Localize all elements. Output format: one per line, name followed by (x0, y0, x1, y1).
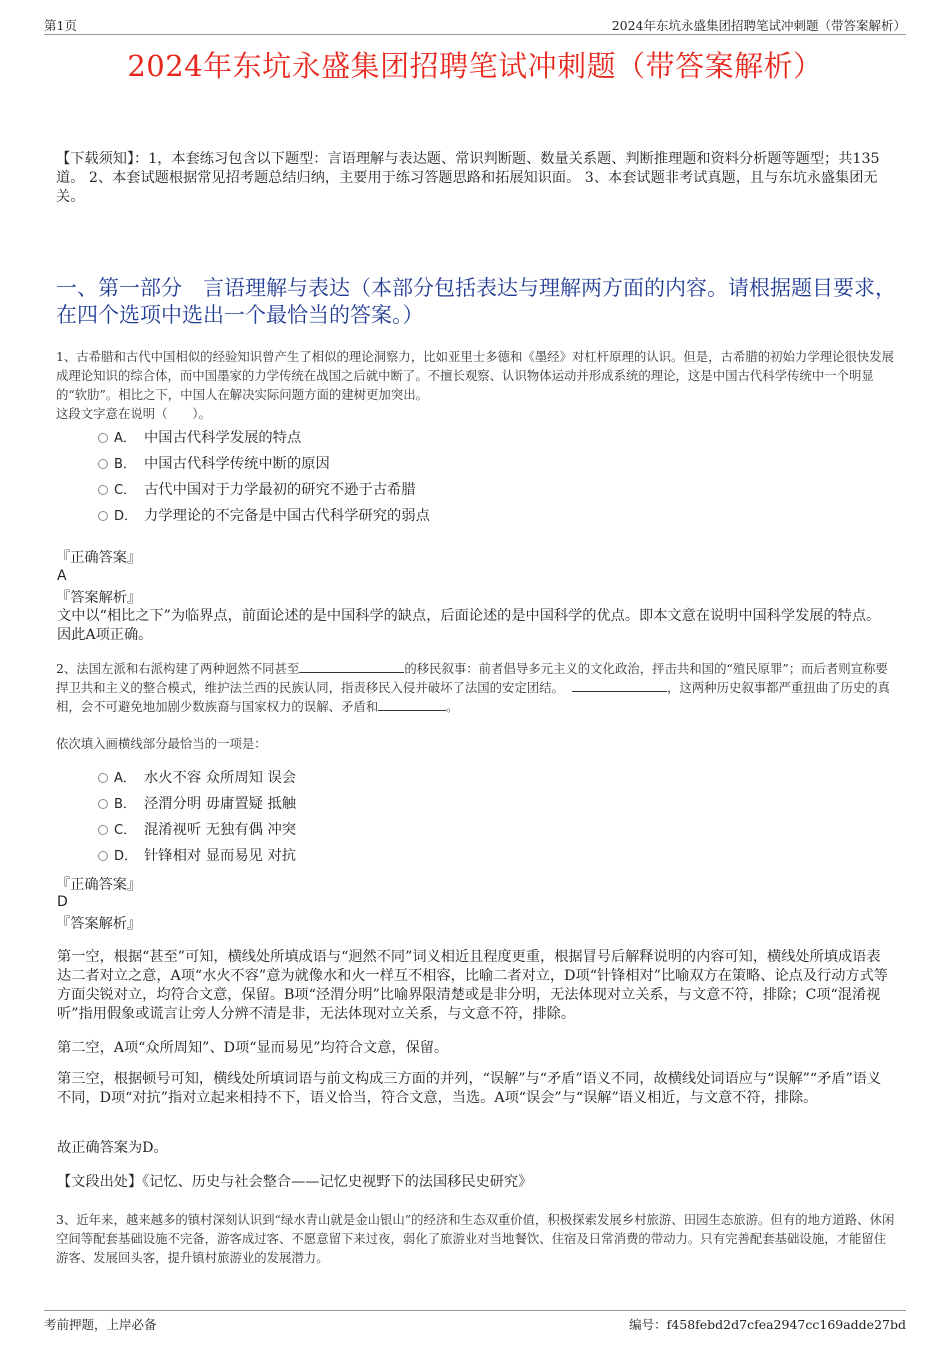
question-1-text: 1、古希腊和古代中国相似的经验知识曾产生了相似的理论洞察力，比如亚里士多德和《墨经》对杠杆原理的认识。但是，古希腊的初始力学理论很快发展成理论知识的综合体，而中国墨家的力学传统在战国之后就中断了。不擅长观察、认识物体运动并形成系统的理论，这是中国古代科学传统中一个明显的“软肋”。相比之下，中国人在解决实际问题方面的建树更加突出。 (56, 349, 895, 402)
footer-slogan: 考前押题，上岸必备 (44, 1317, 157, 1332)
q2-analysis-paragraph-1: 第一空，根据“甚至”可知，横线处所填成语与“迥然不同”词义相近且程度更重，根据冒号后解释说明的内容可知，横线处所填成语表达二者对立之意，A项“水火不容”意为就像水和火一样互不相容，比喻二者对立，D项“针锋相对”比喻双方在策略、论点及行动方式等方面尖锐对立，均符合文意，保留。B项“泾渭分明”比喻界限清楚或是非分明，无法体现对立关系，与文意不符，排除；C项“混淆视听”指用假象或谎言让旁人分辨不清是非，无法体现对立关系，与文意不符，排除。 (57, 949, 888, 1022)
fill-blank-2 (572, 680, 667, 692)
q2-option-b[interactable]: B． 泾渭分明 毋庸置疑 抵触 (98, 794, 296, 815)
radio-icon[interactable] (98, 799, 108, 809)
page-footer (44, 1310, 906, 1332)
q2-option-d[interactable]: D． 针锋相对 显而易见 对抗 (98, 846, 296, 867)
radio-icon[interactable] (98, 825, 108, 835)
fill-blank-1 (299, 661, 404, 673)
question-1-prompt: 这段文字意在说明（ ）。 (56, 406, 211, 421)
document-title: 2024年东坑永盛集团招聘笔试冲刺题（带答案解析） (127, 49, 823, 83)
q1-option-d[interactable]: D． 力学理论的不完备是中国古代科学研究的弱点 (98, 506, 430, 527)
fill-blank-3 (378, 699, 446, 711)
q2-analysis-conclusion: 故正确答案为D。 (57, 1140, 168, 1156)
footer-doc-id: 编号：f458febd2d7cfea2947cc169adde27bd (629, 1317, 906, 1332)
q2-analysis-label: 『答案解析』 (56, 916, 142, 932)
radio-icon[interactable] (98, 485, 108, 495)
q1-answer-label: 『正确答案』 (56, 550, 142, 566)
section-heading: 一、第一部分 言语理解与表达（本部分包括表达与理解两方面的内容。请根据题目要求，在四个选项中选出一个最恰当的答案。） (56, 276, 896, 327)
q2-analysis-paragraph-2: 第二空，A项“众所周知”、D项“显而易见”均符合文意，保留。 (57, 1040, 449, 1056)
q1-answer: A (57, 568, 67, 584)
q2-source: 【文段出处】《记忆、历史与社会整合——记忆史视野下的法国移民史研究》 (57, 1174, 533, 1190)
header-doc-title: 2024年东坑永盛集团招聘笔试冲刺题（带答案解析） (611, 18, 906, 33)
q1-analysis-label: 『答案解析』 (56, 590, 142, 606)
q2-option-c[interactable]: C． 混淆视听 无独有偶 冲突 (98, 820, 296, 841)
radio-icon[interactable] (98, 511, 108, 521)
page-header (44, 15, 906, 35)
question-2-prompt: 依次填入画横线部分最恰当的一项是： (56, 736, 267, 751)
q2-answer-label: 『正确答案』 (56, 877, 142, 893)
download-notice: 【下载须知】：1，本套练习包含以下题型：言语理解与表达题、常识判断题、数量关系题、判断推理题和资料分析题等题型；共135道。 2、本套试题根据常见招考题总结归纳，主要用于练习答题思路和拓展知识面。 3、本套试题非考试真题，且与东坑永盛集团无关。 (56, 151, 880, 205)
q1-option-b[interactable]: B． 中国古代科学传统中断的原因 (98, 454, 330, 475)
radio-icon[interactable] (98, 459, 108, 469)
q1-option-a[interactable]: A． 中国古代科学发展的特点 (98, 428, 301, 449)
question-2-text: 2、法国左派和右派构建了两种迥然不同甚至 的移民叙事：前者倡导多元主义的文化政治，抨击共和国的“殖民原罪”；而后者则宣称要捍卫共和主义的整合模式，维护法兰西的民族认同，指责移民入侵并破坏了法国的安定团结。 ，这两种历史叙事都严重扭曲了历史的真相，会不可避免地加剧少数族裔与国家权力的误解、矛盾和 。 (56, 661, 891, 714)
q2-option-a[interactable]: A． 水火不容 众所周知 误会 (98, 768, 296, 789)
page-number: 第1页 (44, 18, 77, 33)
q1-analysis: 文中以“相比之下”为临界点，前面论述的是中国科学的缺点，后面论述的是中国科学的优点。即本文意在说明中国科学发展的特点。因此A项正确。 (57, 608, 881, 643)
question-3-text: 3、近年来，越来越多的镇村深刻认识到“绿水青山就是金山银山”的经济和生态双重价值，积极探索发展乡村旅游、田园生态旅游。但有的地方道路、休闲空间等配套基础设施不完备，游客成过客、不愿意留下来过夜，弱化了旅游业对当地餐饮、住宿及日常消费的带动力。只有完善配套基础设施，才能留住游客、发展回头客，提升镇村旅游业的发展潜力。 (56, 1212, 895, 1265)
q1-option-c[interactable]: C． 古代中国对于力学最初的研究不逊于古希腊 (98, 480, 416, 501)
q2-analysis-paragraph-3: 第三空，根据顿号可知，横线处所填词语与前文构成三方面的并列，“误解”与“矛盾”语义不同，故横线处词语应与“误解”“矛盾”语义不同，D项“对抗”指对立起来相持不下，语义恰当，符合文意，当选。A项“误会”与“误解”语义相近，与文意不符，排除。 (57, 1071, 882, 1106)
radio-icon[interactable] (98, 433, 108, 443)
radio-icon[interactable] (98, 851, 108, 861)
q2-answer: D (57, 894, 68, 910)
radio-icon[interactable] (98, 773, 108, 783)
